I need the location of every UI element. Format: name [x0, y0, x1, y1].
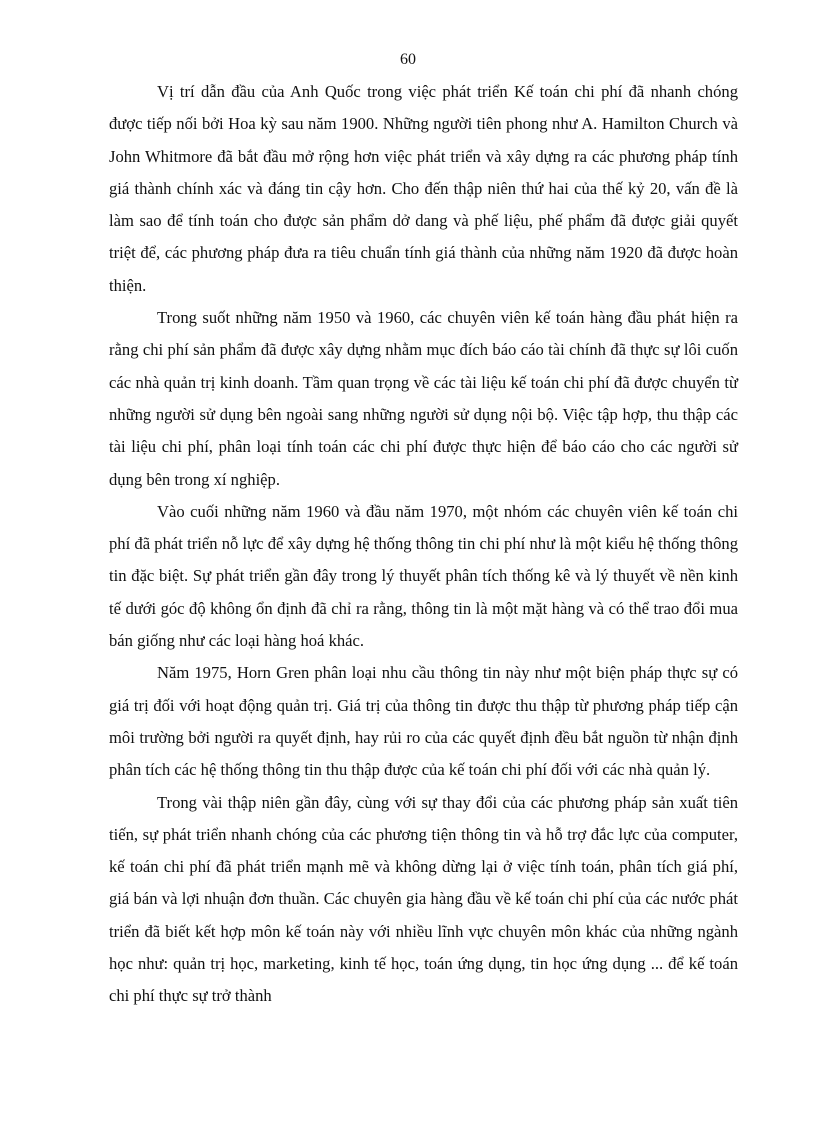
paragraph: Trong suốt những năm 1950 và 1960, các chuyên viên kế toán hàng đầu phát hiện ra rằng chi phí sản phẩm đã được xây dựng nhằm mục đích báo cáo tài chính đã thực sự lôi cuốn các nhà quản trị kinh doanh. Tầm quan trọng về các tài liệu kế toán chi phí đã được chuyển từ những người sử dụng bên ngoài sang những người sử dụng nội bộ. Việc tập hợp, thu thập các tài liệu chi phí, phân loại tính toán các chi phí được thực hiện để báo cáo cho các người sử dụng bên trong xí nghiệp. — [109, 308, 738, 489]
paragraph: Vào cuối những năm 1960 và đầu năm 1970, một nhóm các chuyên viên kế toán chi phí đã phát triển nỗ lực để xây dựng hệ thống thông tin chi phí như là một kiểu hệ thống thông tin đặc biệt. Sự phát triển gần đây trong lý thuyết phân tích thống kê và lý thuyết về nền kinh tế dưới góc độ không ổn định đã chỉ ra rằng, thông tin là một mặt hàng và có thể trao đổi mua bán giống như các loại hàng hoá khác. — [109, 501, 738, 651]
body-text — [109, 76, 738, 1013]
paragraph: Năm 1975, Horn Gren phân loại nhu cầu thông tin này như một biện pháp thực sự có giá trị đối với hoạt động quản trị. Giá trị của thông tin được thu thập từ phương pháp tiếp cận môi trường bởi người ra quyết định, hay rủi ro của các quyết định đều bắt nguồn từ nhận định phân tích các hệ thống thông tin thu thập được của kế toán chi phí đối với các nhà quản lý. — [109, 663, 738, 780]
paragraph: Vị trí dẫn đầu của Anh Quốc trong việc phát triển Kế toán chi phí đã nhanh chóng được tiếp nối bởi Hoa kỳ sau năm 1900. Những người tiên phong như A. Hamilton Church và John Whitmore đã bắt đầu mở rộng hơn việc phát triển và xây dựng ra các phương pháp tính giá thành chính xác và đáng tin cậy hơn. Cho đến thập niên thứ hai của thế kỷ 20, vấn đề là làm sao để tính toán cho được sản phẩm dở dang và phế liệu, phế phẩm đã được giải quyết triệt để, các phương pháp đưa ra tiêu chuẩn tính giá thành của những năm 1920 đã được hoàn thiện. — [109, 82, 738, 295]
paragraph: Trong vài thập niên gần đây, cùng với sự thay đổi của các phương pháp sản xuất tiên tiến, sự phát triển nhanh chóng của các phương tiện thông tin và hỗ trợ đắc lực của computer, kế toán chi phí đã phát triển mạnh mẽ và không dừng lại ở việc tính toán, phân tích giá phí, giá bán và lợi nhuận đơn thuần. Các chuyên gia hàng đầu về kế toán chi phí của các nước phát triển đã biết kết hợp môn kế toán này với nhiều lĩnh vực chuyên môn khác của những ngành học như: quản trị học, marketing, kinh tế học, toán ứng dụng, tin học ứng dụng ... để kế toán chi phí thực sự trở thành — [109, 792, 738, 1006]
page-number: 60 — [400, 51, 416, 68]
